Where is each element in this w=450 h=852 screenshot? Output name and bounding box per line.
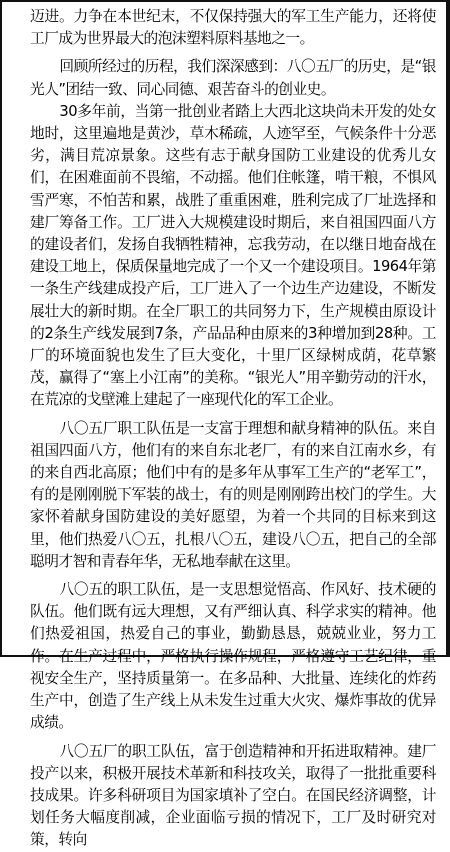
paragraph-founding-years: 30多年前，当第一批创业者踏上大西北这块尚未开发的处女地时，这里遍地是黄沙，草木稀疏，人迹罕至，气候条件十分恶劣，满目荒凉景象。这些有志于献身国防工业建设的优秀儿女们，在困难面前不畏缩，不动摇。他们住帐篷，啃干粮，不惧风雪严寒，不怕苦和累，战胜了重重困难，胜利完成了厂址选择和建厂筹备工作。工厂进入大规模建设时期后，来自祖国四面八方的建设者们，发扬自我牺牲精神，忘我劳动，在以继日地奋战在建设工地上，保质保量地完成了一个又一个建设项目。1964年第一条生产线建成投产后，工厂进入了一个边生产边建设，不断发展壮大的新时期。在全厂职工的共同努力下，生产规模由原设计的2条生产线发展到7条，产品品种由原来的3种增加到28种。工厂的环境面貌也发生了巨大变化，十里厂区绿树成荫，花草繁茂，赢得了“塞上小江南”的美称。“银光人”用辛勤劳动的汗水，在荒凉的戈壁滩上建起了一座现代化的军工企业。 <box>30 102 436 409</box>
paragraph-workforce-innovation: 八〇五厂的职工队伍，富于创造精神和开拓进取精神。建厂投产以来，积极开展技术革新和科技攻关，取得了一批批重要科技成果。许多科研项目为国家填补了空白。在国民经济调整，计划任务大幅度削减，企业面临亏损的情况下，工厂及时研究对策，转向 <box>30 742 436 849</box>
paragraph-history-summary: 回顾所经过的历程，我们深深感到：八〇五厂的历史，是“银光人”团结一致、同心同德、艰苦奋斗的创业史。 <box>30 58 436 98</box>
paragraph-workforce-dedication: 八〇五厂职工队伍是一支富于理想和献身精神的队伍。来自祖国四面八方，他们有的来自东北老厂，有的来自江南水乡，有的来自西北高原；他们中有的是多年从事军工生产的“老军工”，有的是刚刚脱下军装的战士，有的则是刚刚跨出校门的学生。大家怀着献身国防建设的美好愿望，为着一个共同的目标来到这里，他们热爱八〇五，扎根八〇五，建设八〇五，把自己的全部聪明才智和青春年华，无私地奉献在这里。 <box>30 419 436 570</box>
paragraph-continuation: 迈进。力争在本世纪末，不仅保持强大的军工生产能力，还将使工厂成为世界最大的泡沫塑料原料基地之一。 <box>30 8 436 48</box>
paragraph-workforce-quality: 八〇五的职工队伍，是一支思想觉悟高、作风好、技术硬的队伍。他们既有远大理想，又有严细认真、科学求实的精神。他们热爱祖国，热爱自己的事业，勤勤恳恳，兢兢业业，努力工作。在生产过程中，严格执行操作规程，严格遵守工艺纪律，重视安全生产，坚持质量第一。在多品种、大批量、连续化的炸药生产中，创造了生产线上从未发生过重大火灾、爆炸事故的优异成绩。 <box>30 581 436 732</box>
body-text <box>30 6 436 852</box>
